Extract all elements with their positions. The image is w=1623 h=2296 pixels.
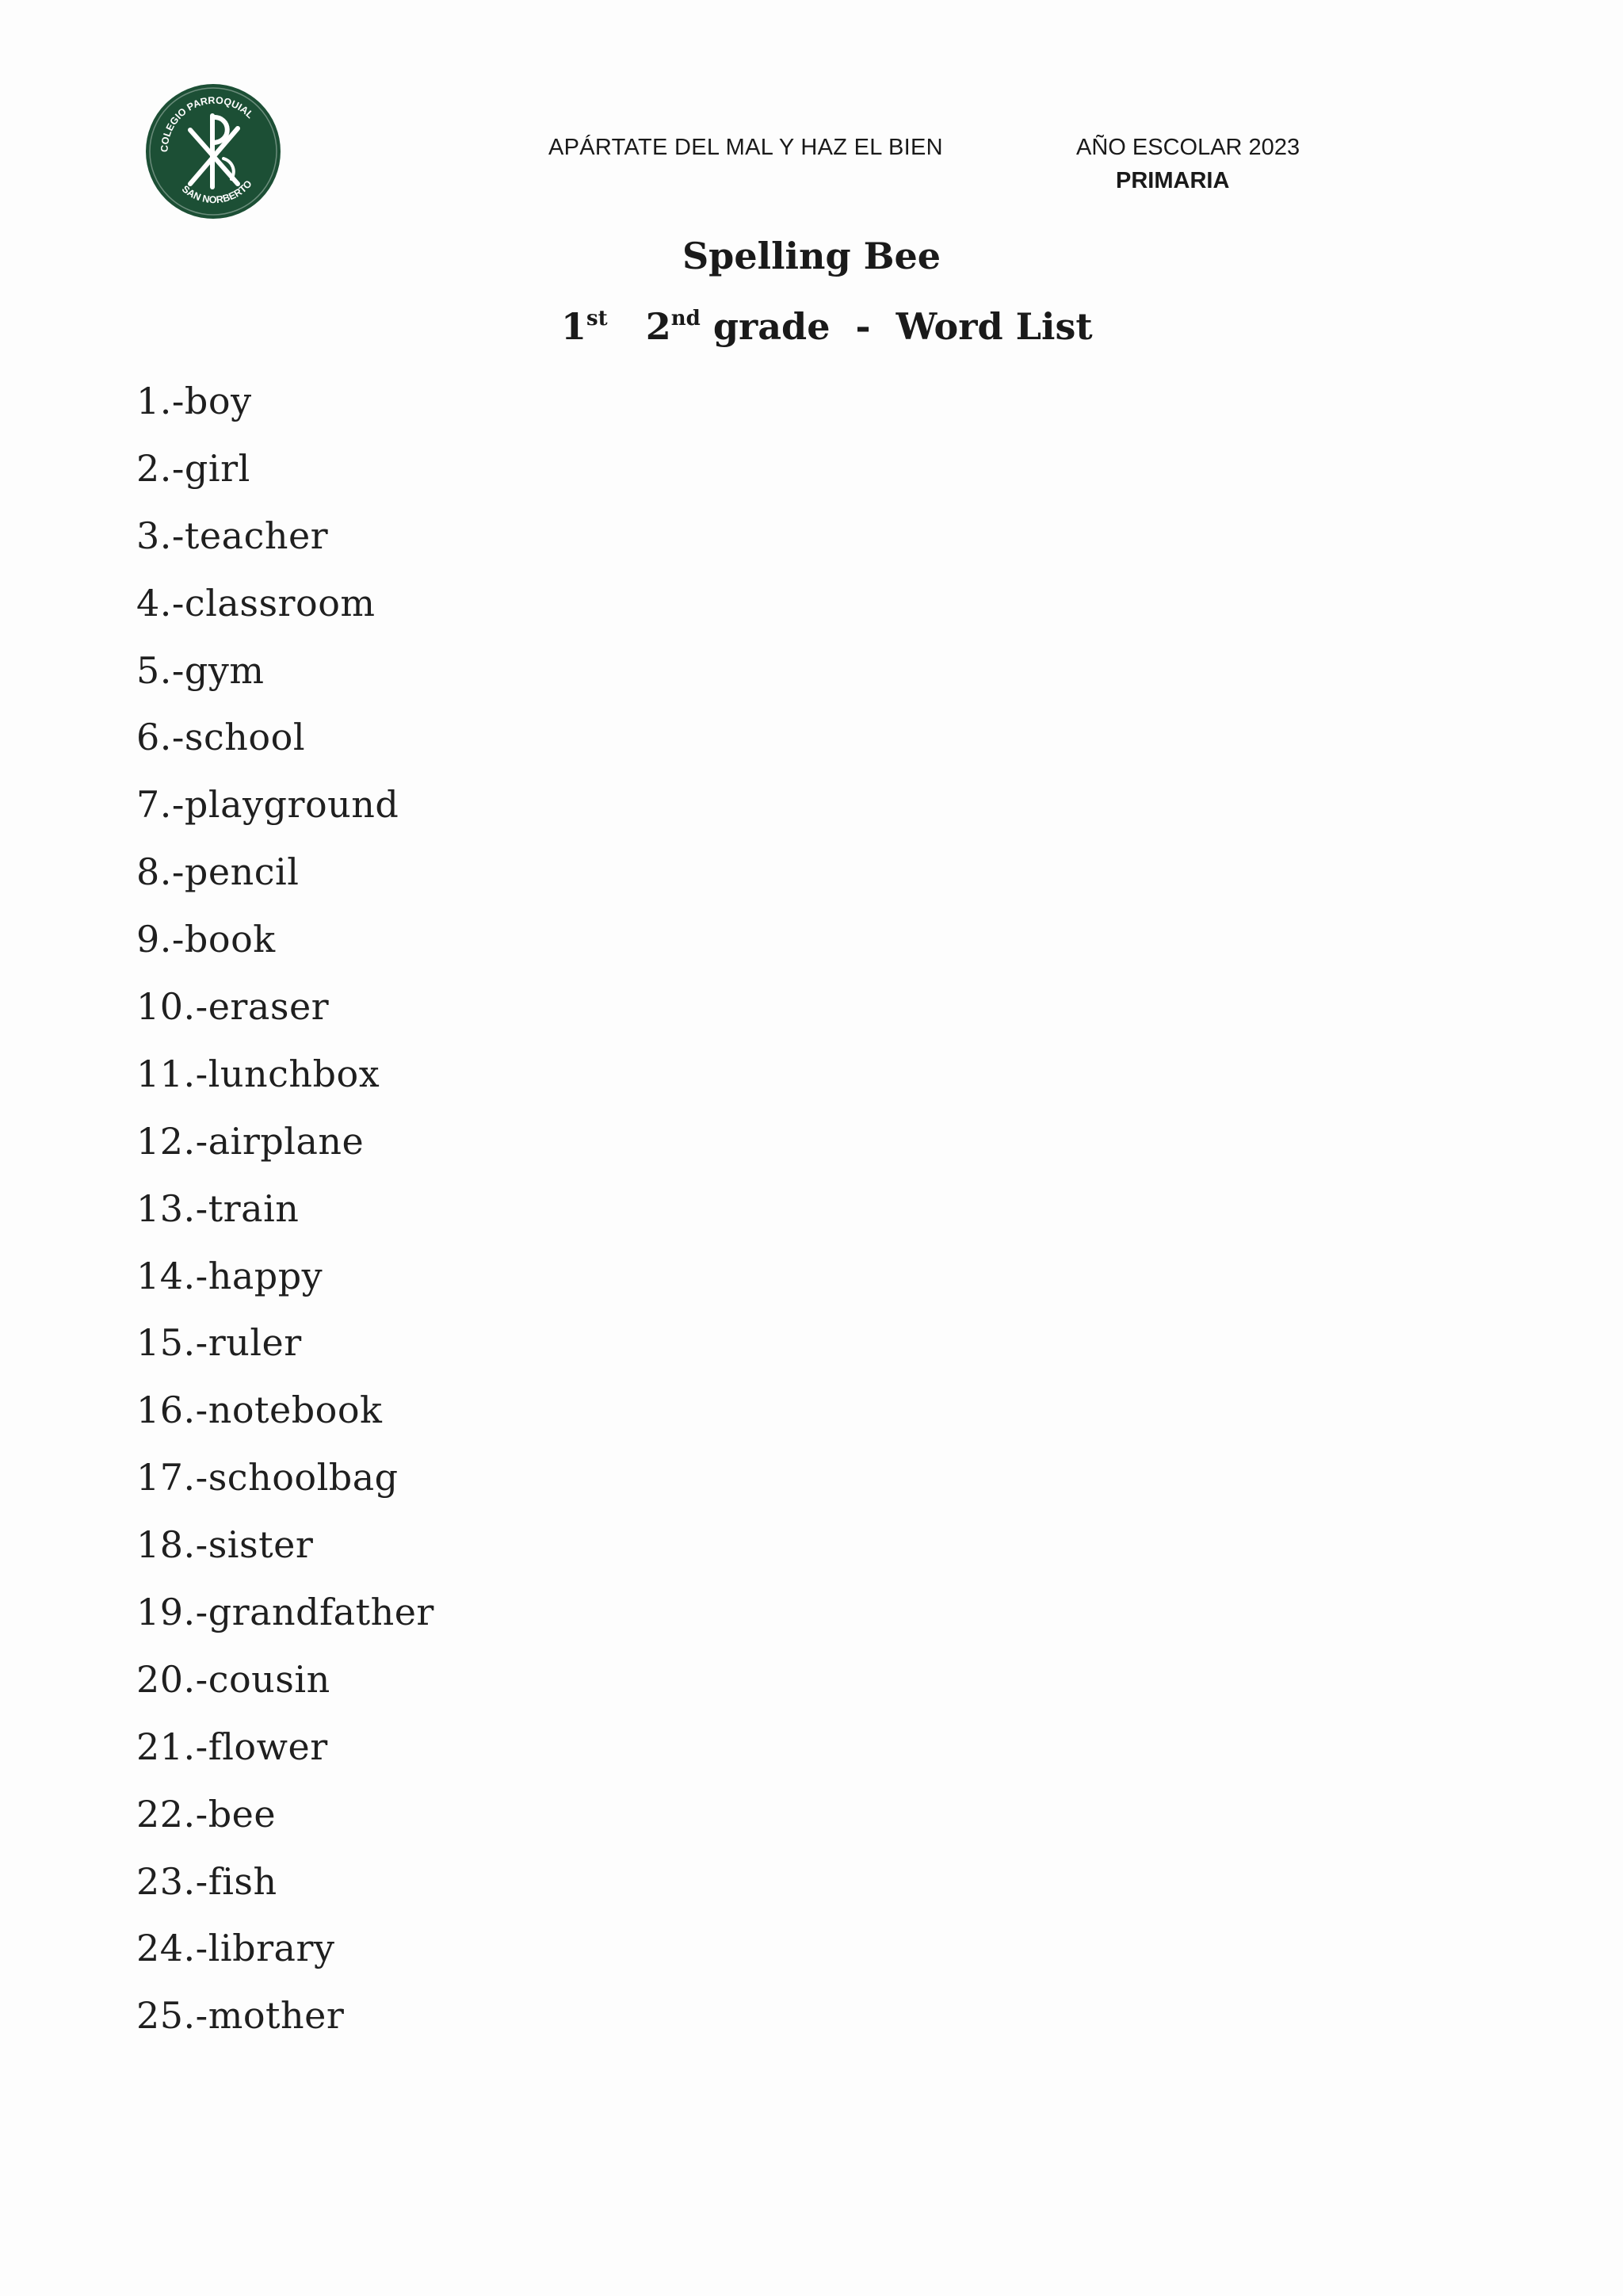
list-item: 7.-playground xyxy=(136,783,399,827)
logo-text-top: COLEGIO PARROQUIAL xyxy=(158,94,256,153)
list-item: 15.-ruler xyxy=(136,1321,302,1365)
school-level: PRIMARIA xyxy=(1116,168,1230,193)
list-item: 24.-library xyxy=(136,1927,335,1970)
list-item: 25.-mother xyxy=(136,1994,345,2038)
list-item: 9.-book xyxy=(136,918,276,961)
word-list xyxy=(136,372,434,2054)
list-item: 23.-fish xyxy=(136,1859,277,1903)
grade-one-suffix: st xyxy=(586,307,608,330)
list-item: 17.-schoolbag xyxy=(136,1456,399,1499)
list-item: 10.-eraser xyxy=(136,985,330,1029)
list-item: 5.-gym xyxy=(136,648,265,692)
list-item: 16.-notebook xyxy=(136,1389,383,1432)
list-item: 6.-school xyxy=(136,716,306,759)
list-item: 2.-girl xyxy=(136,446,250,490)
list-item: 20.-cousin xyxy=(136,1657,330,1701)
grade-two-number: 2 xyxy=(645,305,671,348)
grade-two-suffix: nd xyxy=(670,307,701,330)
school-motto: APÁRTATE DEL MAL Y HAZ EL BIEN xyxy=(548,135,943,160)
page-subtitle xyxy=(561,305,1093,348)
list-item: 11.-lunchbox xyxy=(136,1052,380,1095)
list-item: 19.-grandfather xyxy=(136,1591,434,1634)
list-item: 8.-pencil xyxy=(136,850,300,894)
school-year: AÑO ESCOLAR 2023 xyxy=(1076,135,1300,160)
list-item: 13.-train xyxy=(136,1186,300,1230)
logo-text-bottom: SAN NORBERTO xyxy=(179,178,254,206)
grade-one-number: 1 xyxy=(561,305,587,348)
list-item: 3.-teacher xyxy=(136,514,329,557)
subtitle-text: grade - Word List xyxy=(712,305,1093,348)
list-item: 14.-happy xyxy=(136,1254,323,1297)
list-item: 4.-classroom xyxy=(136,581,376,625)
list-item: 12.-airplane xyxy=(136,1119,365,1163)
list-item: 1.-boy xyxy=(136,380,252,422)
page-title: Spelling Bee xyxy=(682,235,941,277)
school-logo xyxy=(144,82,282,220)
list-item: 22.-bee xyxy=(136,1792,277,1836)
list-item: 21.-flower xyxy=(136,1725,328,1768)
list-item: 18.-sister xyxy=(136,1523,314,1567)
